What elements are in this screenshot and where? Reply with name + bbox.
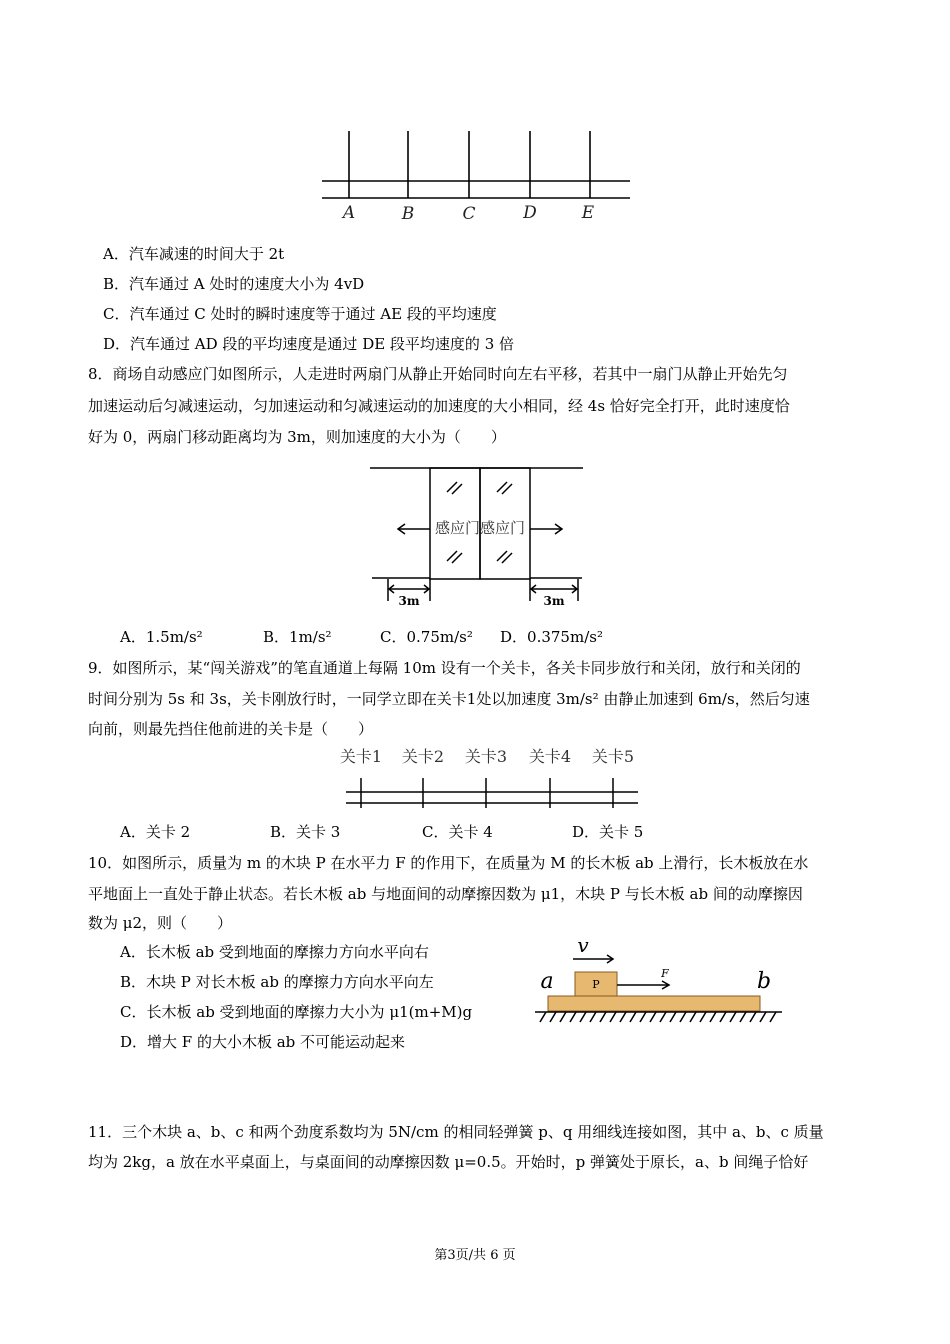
right-distance-label: 3m	[543, 594, 565, 608]
checkpoint-label-2: 关卡2	[401, 747, 445, 766]
velocity-label: v	[577, 933, 589, 957]
q9-stem-line3: 向前，则最先挡住他前进的关卡是（ ）	[88, 720, 374, 738]
q7-option-a: A．汽车减速的时间大于 2t	[103, 245, 285, 263]
road-label-b: B	[401, 204, 415, 224]
checkpoint-label-4: 关卡4	[528, 747, 572, 766]
road-label-c: C	[462, 204, 476, 224]
checkpoint-label-1: 关卡1	[339, 747, 383, 766]
page-footer: 第3页/共 6 页	[434, 1248, 516, 1263]
road-label-e: E	[581, 203, 595, 223]
checkpoint-label-3: 关卡3	[464, 747, 508, 766]
end-b-label: b	[756, 969, 772, 994]
q10-stem-line2: 平地面上一直处于静止状态。若长木板 ab 与地面间的动摩擦因数为 μ1，木块 P 与长木板 ab 间的动摩擦因	[88, 885, 803, 903]
q9-option-d: D．关卡 5	[572, 823, 644, 841]
checkpoint-label-5: 关卡5	[591, 747, 635, 766]
q9-stem-line1: 9．如图所示，某“闯关游戏”的笔直通道上每隔 10m 设有一个关卡，各关卡同步放行和关闭，放行和关闭的	[88, 659, 801, 677]
road-figure	[0, 0, 950, 240]
q9-option-b: B．关卡 3	[270, 823, 341, 841]
road-label-a: A	[342, 203, 356, 223]
q11-stem-line2: 均为 2kg，a 放在水平桌面上，与桌面间的动摩擦因数 μ=0.5。开始时，p 弹簧处于原长，a、b 间绳子恰好	[88, 1153, 809, 1171]
q10-stem-line1: 10．如图所示，质量为 m 的木块 P 在水平力 F 的作用下，在质量为 M 的长木板 ab 上滑行，长木板放在水	[88, 854, 809, 872]
q8-option-b: B．1m/s²	[263, 628, 332, 646]
q8-option-c: C．0.75m/s²	[380, 628, 473, 646]
q10-option-c: C．长木板 ab 受到地面的摩擦力大小为 μ1(m+M)g	[120, 1003, 473, 1021]
q8-stem-line2: 加速运动后匀减速运动，匀加速运动和匀减速运动的加速度的大小相同，经 4s 恰好完全打开，此时速度恰	[88, 397, 790, 415]
q10-option-a: A．长木板 ab 受到地面的摩擦力方向水平向右	[120, 943, 429, 961]
checkpoint-figure	[0, 740, 950, 820]
left-distance-label: 3m	[398, 594, 420, 608]
long-board	[548, 996, 760, 1011]
q8-stem-line1: 8．商场自动感应门如图所示，人走进时两扇门从静止开始同时向左右平移，若其中一扇门从静止开始先匀	[88, 365, 788, 383]
door-figure	[0, 455, 950, 655]
q9-stem-line2: 时间分别为 5s 和 3s，关卡刚放行时，一同学立即在关卡1处以加速度 3m/s² 由静止加速到 6m/s，然后匀速	[88, 690, 810, 708]
road-label-d: D	[523, 203, 537, 223]
q7-option-c: C．汽车通过 C 处时的瞬时速度等于通过 AE 段的平均速度	[103, 305, 497, 323]
q7-option-d: D．汽车通过 AD 段的平均速度是通过 DE 段平均速度的 3 倍	[103, 335, 515, 353]
q8-stem-line3: 好为 0，两扇门移动距离均为 3m，则加速度的大小为（ ）	[88, 428, 506, 446]
q8-option-a: A．1.5m/s²	[120, 628, 203, 646]
board-figure	[0, 930, 950, 1030]
q10-stem-line3: 数为 μ2，则（ ）	[88, 914, 233, 932]
force-label: F	[661, 967, 669, 980]
block-p-label: P	[592, 978, 600, 991]
end-a-label: a	[540, 969, 554, 994]
q9-option-c: C．关卡 4	[422, 823, 493, 841]
q11-stem-line1: 11．三个木块 a、b、c 和两个劲度系数均为 5N/cm 的相同轻弹簧 p、q 用细线连接如图，其中 a、b、c 质量	[88, 1123, 824, 1141]
q8-option-d: D．0.375m/s²	[500, 628, 603, 646]
q10-option-b: B．木块 P 对长木板 ab 的摩擦力方向水平向左	[120, 973, 434, 991]
q10-option-d: D．增大 F 的大小木板 ab 不可能运动起来	[120, 1033, 406, 1051]
q7-option-b: B．汽车通过 A 处时的速度大小为 4vD	[103, 275, 365, 293]
q9-option-a: A．关卡 2	[120, 823, 191, 841]
door-label: 感应门感应门	[434, 519, 526, 537]
